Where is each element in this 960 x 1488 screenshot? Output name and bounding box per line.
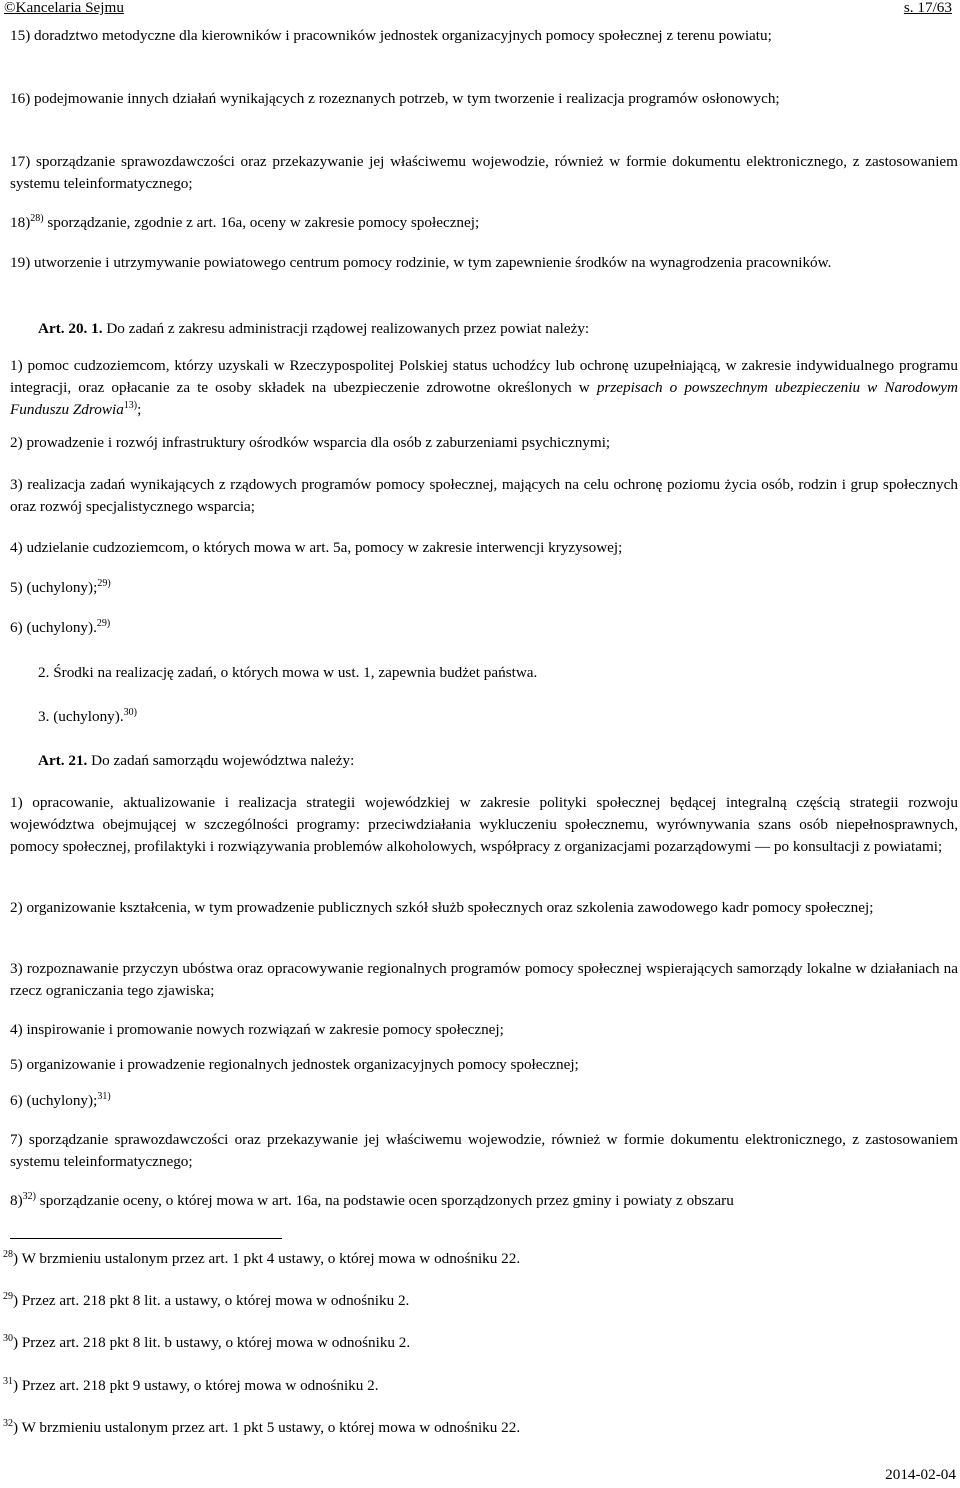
item-19: 19) utworzenie i utrzymywanie powiatowego centrum pomocy rodzinie, w tym zapewnienie środków na wynagrodzenia pracowników. <box>10 254 832 271</box>
footnote-text: ) Przez art. 218 pkt 8 lit. a ustawy, o której mowa w odnośniku 2. <box>13 1292 410 1309</box>
footnote-ref: 28) <box>30 213 44 224</box>
art-21-point-1: 1) opracowanie, aktualizowanie i realizacja strategii wojewódzkiej w zakresie polityki społecznej będącej integralną częścią strategii rozwoju województwa obejmującej w szczególności programy: przeciwdziałania wykluczeniu społecznemu, wyrównywania szans osób niepełnosprawnych, pomocy społecznej, profilaktyki i rozwiązywania problemów alkoholowych, współpracy z organizacjami pozarządowymi — po konsultacji z powiatami; <box>10 794 958 855</box>
footnote-30 <box>3 1332 410 1354</box>
point-text: sporządzanie oceny, o której mowa w art. 16a, na podstawie ocen sporządzonych przez gminy i powiaty z obszaru <box>36 1192 734 1209</box>
footnote-number: 31 <box>3 1376 13 1387</box>
item-18-number: 18) <box>10 214 31 231</box>
item-18 <box>10 212 958 234</box>
article-intro: Do zadań samorządu województwa należy: <box>87 752 355 769</box>
item-17: 17) sporządzanie sprawozdawczości oraz przekazywanie jej właściwemu wojewodzie, również w formie dokumentu elektronicznego, z zastosowaniem systemu teleinformatycznego; <box>10 153 958 192</box>
point-text: 6) (uchylony). <box>10 619 97 636</box>
point-number: 8) <box>10 1192 23 1209</box>
footnote-ref: 29) <box>97 578 111 589</box>
footnote-number: 32 <box>3 1418 13 1429</box>
footnote-29 <box>3 1290 409 1312</box>
copyright-notice: ©Kancelaria Sejmu <box>4 0 124 16</box>
art-21-point-2: 2) organizowanie kształcenia, w tym prowadzenie publicznych szkół służb społecznych oraz szkolenia zawodowego kadr pomocy społecznej; <box>10 899 874 916</box>
art-21-intro <box>38 750 958 772</box>
art-20-point-6 <box>10 617 958 639</box>
footnote-ref: 13) <box>123 400 138 411</box>
item-18-text: sporządzanie, zgodnie z art. 16a, oceny w zakresie pomocy społecznej; <box>43 214 480 231</box>
art-20-point-3: 3) realizacja zadań wynikających z rządowych programów pomocy społecznej, mających na celu ochronę poziomu życia osób, rodzin i grup społecznych oraz rozwój specjalistycznego wsparcia; <box>10 476 958 515</box>
art-21-point-4: 4) inspirowanie i promowanie nowych rozwiązań w zakresie pomocy społecznej; <box>10 1021 504 1038</box>
footnote-ref: 32) <box>22 1191 36 1202</box>
art-20-section-2: 2. Środki na realizację zadań, o których mowa w ust. 1, zapewnia budżet państwa. <box>38 664 538 681</box>
footnote-text: ) Przez art. 218 pkt 9 ustawy, o której mowa w odnośniku 2. <box>13 1377 379 1394</box>
art-21-point-3: 3) rozpoznawanie przyczyn ubóstwa oraz opracowywanie regionalnych programów pomocy społecznej wspierających samorządy lokalne w działaniach na rzecz ograniczania tego zjawiska; <box>10 960 958 999</box>
footnote-number: 29 <box>3 1291 13 1302</box>
footnote-32 <box>3 1417 520 1439</box>
art-21-point-6 <box>10 1090 958 1112</box>
art-20-section-3 <box>38 706 958 728</box>
item-15: 15) doradztwo metodyczne dla kierowników i pracowników jednostek organizacyjnych pomocy społecznej z terenu powiatu; <box>10 27 772 44</box>
point-text: 5) (uchylony); <box>10 579 98 596</box>
point-end: ; <box>137 401 142 418</box>
article-intro: Do zadań z zakresu administracji rządowej realizowanych przez powiat należy: <box>102 320 590 337</box>
point-text: 1) pomoc cudzoziemcom, którzy uzyskali w Rzeczypospolitej Polskiej status uchodźcy lub ochronę uzupełniającą, w zakresie indywidualnego programu integracji, oraz opłacanie za te osoby składek na ubezpieczenie zdrowotne określonych w <box>10 357 958 396</box>
page-number: s. 17/63 <box>903 0 952 16</box>
footnote-number: 28 <box>3 1249 13 1260</box>
point-text: 6) (uchylony); <box>10 1092 98 1109</box>
footnote-ref: 30) <box>123 707 137 718</box>
publication-date: 2014-02-04 <box>885 1466 956 1483</box>
footnote-number: 30 <box>3 1333 13 1344</box>
footnote-text: ) Przez art. 218 pkt 8 lit. b ustawy, o której mowa w odnośniku 2. <box>13 1334 411 1351</box>
art-20-point-2: 2) prowadzenie i rozwój infrastruktury ośrodków wsparcia dla osób z zaburzeniami psychicznymi; <box>10 434 611 451</box>
item-16: 16) podejmowanie innych działań wynikających z rozeznanych potrzeb, w tym tworzenie i realizacja programów osłonowych; <box>10 90 780 107</box>
art-20-point-5 <box>10 577 958 599</box>
article-heading: Art. 21. <box>38 752 88 769</box>
art-20-point-4: 4) udzielanie cudzoziemcom, o których mowa w art. 5a, pomocy w zakresie interwencji kryzysowej; <box>10 539 623 556</box>
section-text: 3. (uchylony). <box>38 708 124 725</box>
act-title: przepisach o powszechnym ubezpieczeniu w Narodowym Funduszu Zdrowia <box>10 379 959 418</box>
page-header <box>4 0 952 19</box>
footnote-text: ) W brzmieniu ustalonym przez art. 1 pkt 5 ustawy, o której mowa w odnośniku 22. <box>13 1419 521 1436</box>
article-heading: Art. 20. 1. <box>38 320 103 337</box>
art-20-point-1 <box>10 355 958 421</box>
art-21-point-7: 7) sporządzanie sprawozdawczości oraz przekazywanie jej właściwemu wojewodzie, również w formie dokumentu elektronicznego, z zastosowaniem systemu teleinformatycznego; <box>10 1131 958 1170</box>
footnote-28 <box>3 1248 520 1270</box>
art-21-point-5: 5) organizowanie i prowadzenie regionalnych jednostek organizacyjnych pomocy społecznej; <box>10 1056 579 1073</box>
footnote-separator <box>10 1238 282 1239</box>
footnote-text: ) W brzmieniu ustalonym przez art. 1 pkt 4 ustawy, o której mowa w odnośniku 22. <box>13 1250 521 1267</box>
footnote-ref: 29) <box>96 618 111 629</box>
art-21-point-8 <box>10 1190 958 1212</box>
art-20-intro <box>38 318 958 340</box>
footnote-ref: 31) <box>97 1091 111 1102</box>
footnote-31 <box>3 1375 379 1397</box>
